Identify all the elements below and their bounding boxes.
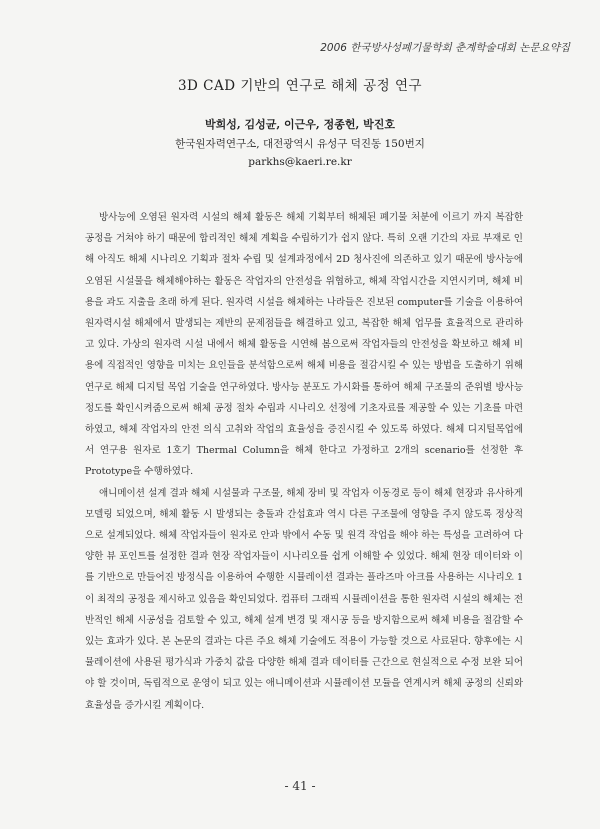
paper-title: 3D CAD 기반의 연구로 해체 공정 연구 (177, 78, 423, 94)
affiliation: 한국원자력연구소, 대전광역시 유성구 덕진동 150번지 (175, 138, 425, 150)
contact-email: parkhs@kaeri.re.kr (248, 156, 352, 168)
page-number: - 41 - (284, 779, 316, 793)
abstract-paragraph: 애니메이션 설계 결과 해체 시설물과 구조물, 해체 장비 및 작업자 이동경로 등이 해체 현장과 유사하게 모델링 되었으며, 해체 활동 시 발생되는 충돌과 간섭효과 역시 다른 구조물에 영향을 주지 않도록 정상적으로 설계되었다. 해체 작업자들이 원자로 안과 밖에서 수동 및 원격 작업을 해야 하는 특성을 고려하여 다양한 뷰 포인트를 설정한 결과 현장 작업자들이 시나리오를 쉽게 이해할 수 있었다. 해체 현장 데이터와 이를 기반으로 만들어진 방정식을 이용하여 수행한 시뮬레이션 결과는 플라즈마 아크를 사용하는 시나리오 1이 최적의 공정을 제시하고 있음을 확인되었다. 컴퓨터 그래픽 시뮬레이션을 통한 원자력 시설의 해체는 전반적인 해체 시공성을 검토할 수 있고, 해체 설계 변경 및 재시공 등을 방지함으로써 해체 비용을 절감할 수 있는 효과가 있다. 본 논문의 결과는 다른 주요 해체 기술에도 적용이 가능할 것으로 사료된다. 향후에는 시뮬레이션에 사용된 평가식과 가중치 값을 다양한 해체 결과 데이터를 근간으로 현실적으로 수정 보완 되어야 할 것이며, 독립적으로 운영이 되고 있는 애니메이션과 시뮬레이션 모듈을 연계시켜 해체 공정의 신뢰와 효율성을 증가시킬 계획이다. (85, 487, 523, 711)
abstract-paragraph: 방사능에 오염된 원자력 시설의 해체 활동은 해체 기획부터 해체된 폐기물 처분에 이르기 까지 복잡한 공정을 거쳐야 하기 때문에 합리적인 해체 계획을 수립하기가 쉽지 않다. 특히 오랜 기간의 자료 부재로 인해 아직도 해체 시나리오 기획과 절차 수립 및 설계과정에서 2D 청사진에 의존하고 있기 때문에 방사능에 오염된 시설물을 해체해야하는 활동은 작업자의 안전성을 위협하고, 해체 작업시간을 지연시키며, 해체 비용을 과도 지출을 초래 하게 된다. 원자력 시설을 해체하는 나라들은 진보된 computer를 기술을 이용하여 원자력시설 해체에서 발생되는 제반의 문제점들을 해결하고 있고, 복잡한 해체 업무를 효율적으로 관리하고 있다. 가상의 원자력 시설 내에서 해체 활동을 시연해 봄으로써 작업자들의 안전성을 확보하고 해체 비용에 직접적인 영향을 미치는 요인들을 분석함으로써 해체 비용을 절감시킬 수 있는 방법을 도출하기 위해 연구로 해체 디지털 목업 기술을 연구하였다. 방사능 분포도 가시화를 통하여 해체 구조물의 준위별 방사능 정도를 확인시켜줌으로써 해체 공정 절차 수립과 시나리오 선정에 기초자료를 제공할 수 있는 기초를 마련하였고, 해체 작업자의 안전 의식 고취와 작업의 효율성을 증진시킬 수 있도록 하였다. 해체 디지털목업에서 연구용 원자로 1호기 Thermal Column을 해체 한다고 가정하고 2개의 scenario를 선정한 후 Prototype을 수행하였다. (85, 212, 523, 478)
running-header: 2006 한국방사성폐기물학회 춘계학술대회 논문요약집 (320, 42, 570, 54)
abstract-body (85, 207, 523, 716)
author-list: 박희성, 김성균, 이근우, 정종헌, 박진호 (204, 118, 396, 131)
